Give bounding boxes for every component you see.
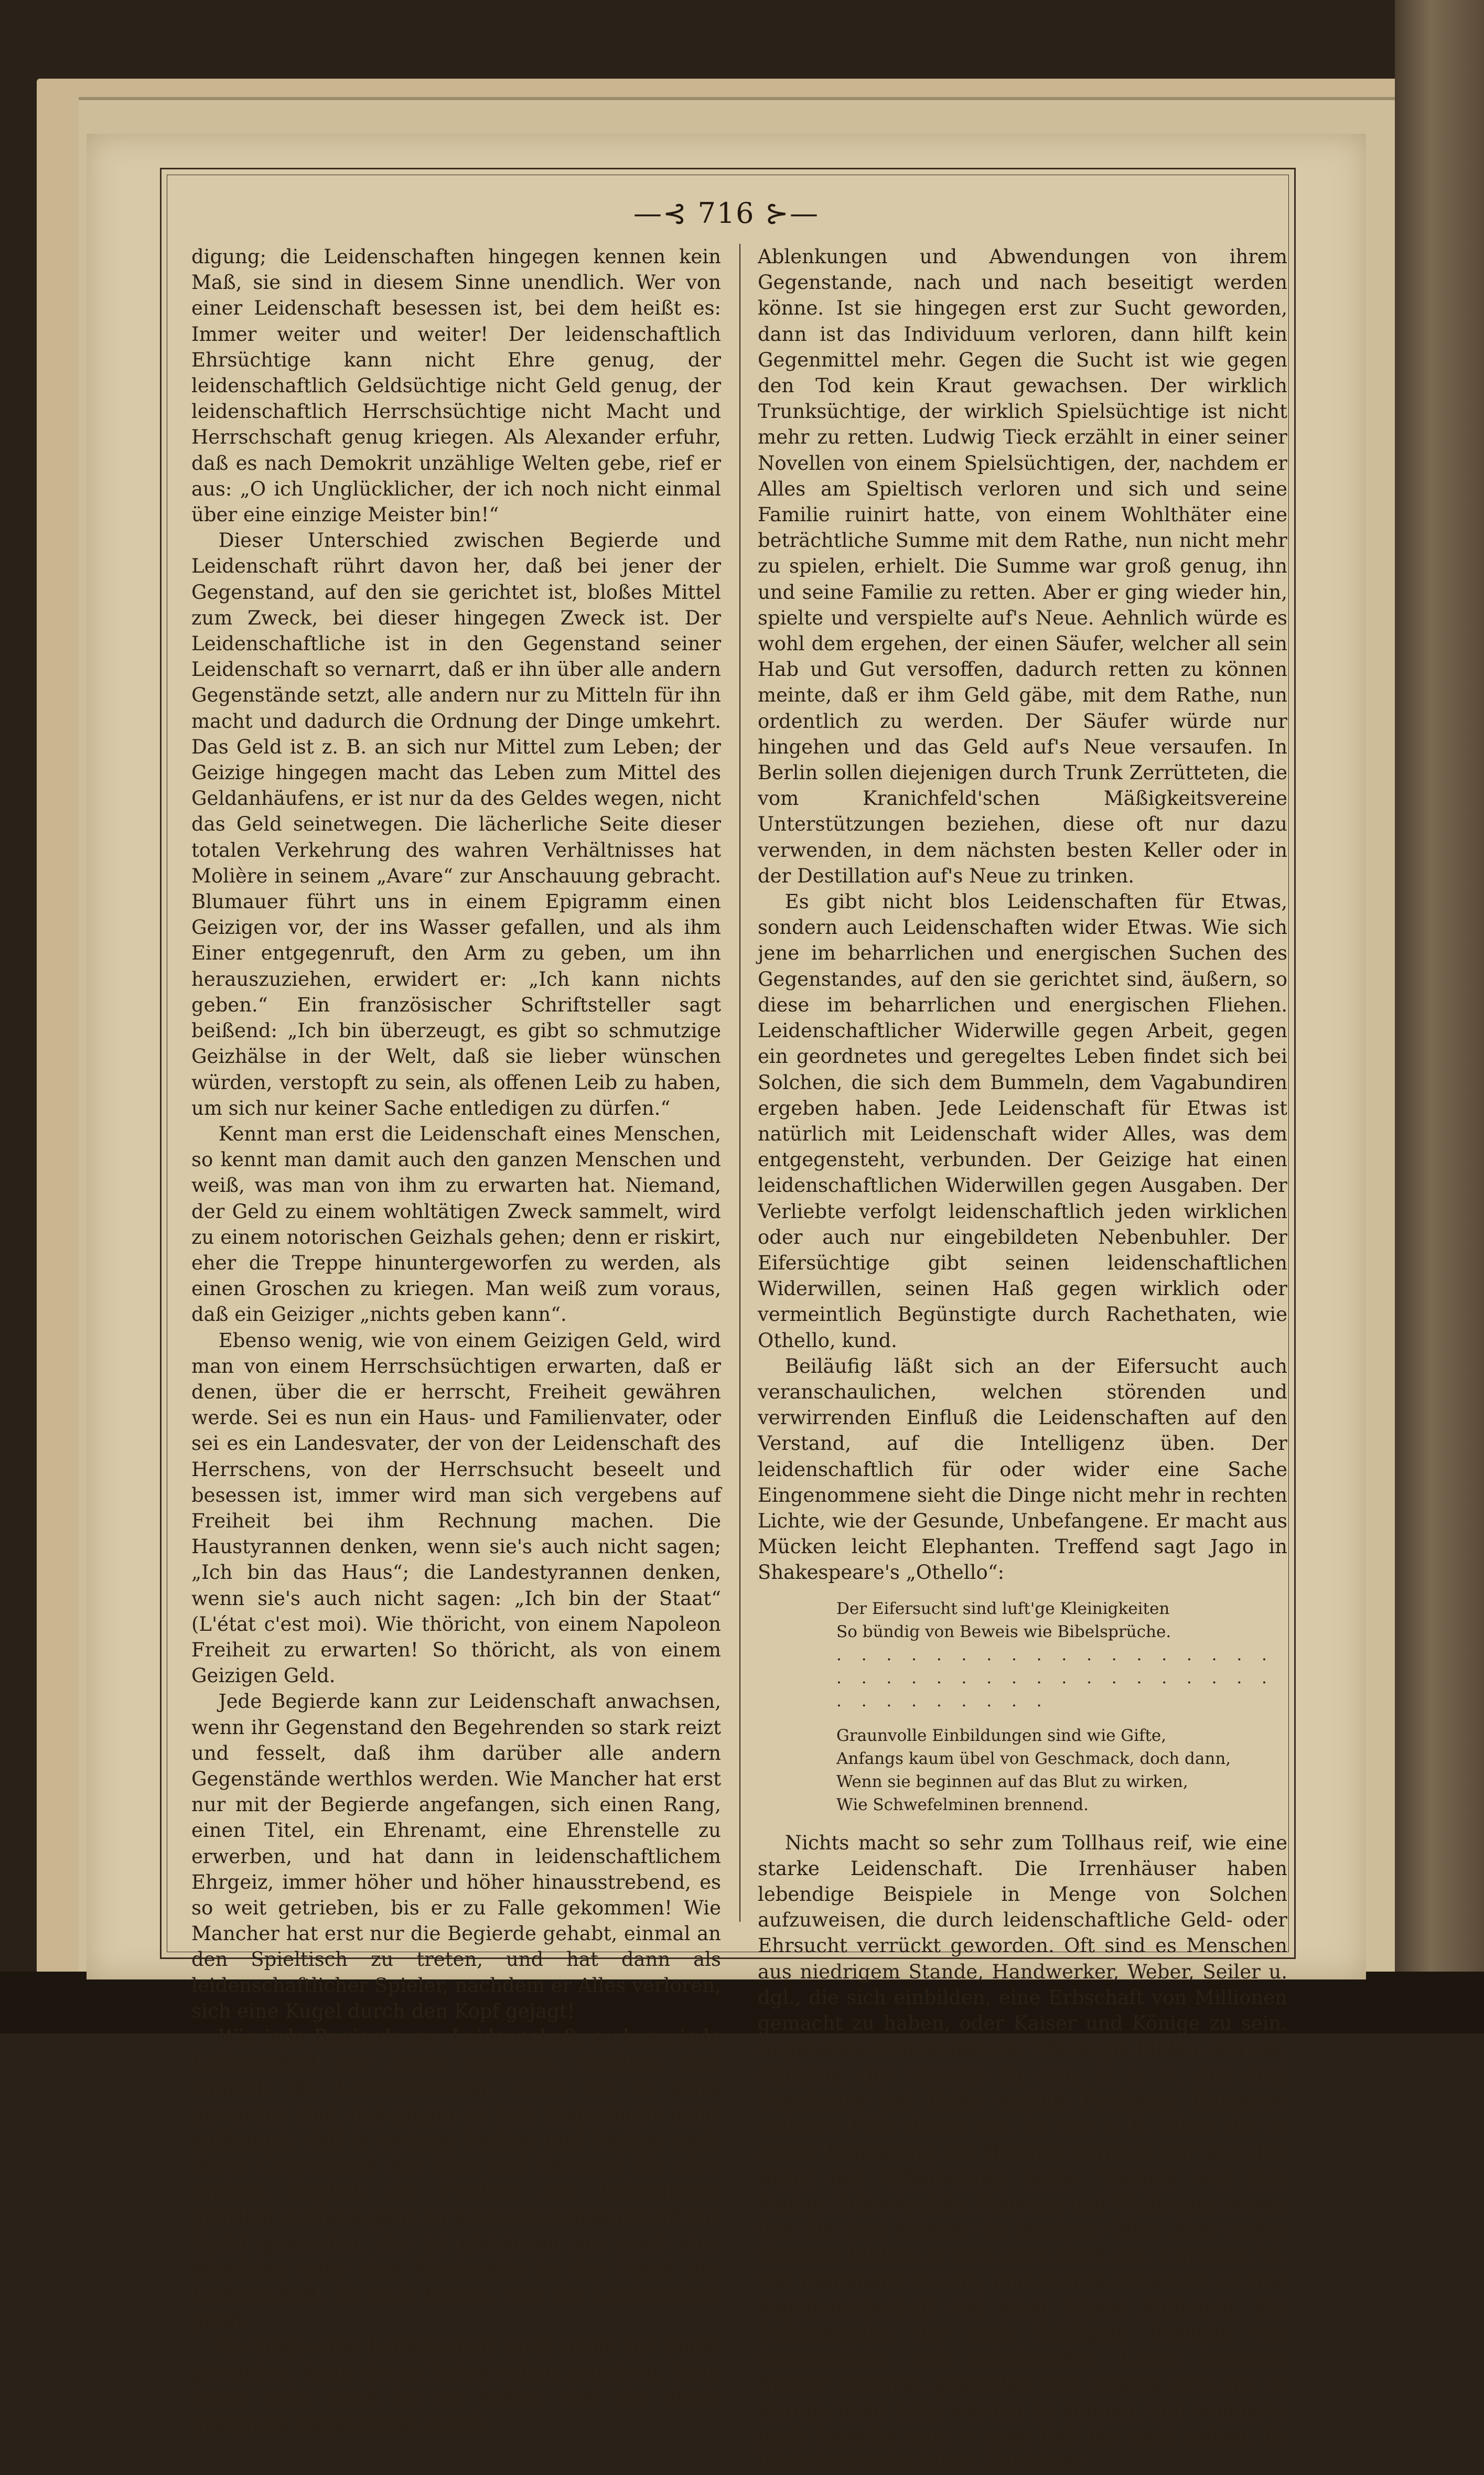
verse-line: Anfangs kaum übel von Geschmack, doch dann, xyxy=(836,1749,1231,1768)
paragraph: Nichts macht so sehr zum Tollhaus reif, wie eine starke Leidenschaft. Die Irrenhäuser haben lebendige Beispiele in Menge von Solchen aufzuweisen, die durch leidenschaftliche Geld- oder Ehrsucht verrückt geworden. Oft sind es Menschen aus niedrigem Stande, Handwerker, Weber, Seiler u. dgl., die sich einbilden, eine Erbschaft von Millionen gemacht zu haben, oder Kaiser und Könige zu sein. Angehende Candidaten der Theologie bilden sich ein, Christus, der Messias zu sein, u. s. w. Aus dem Irrenhause bei Halle erzählt Professor Damerow mehrere Fälle dieser Art. Da war z. B. Einer, der in seiner Einbildung der Heiland Christus war und den Beruf der Offenbarung hatte. Tholuck war ihm Paulus; Schwetschke, Schwarz und Wislicenus waren ihm die drei Männer im feurigen Ofen. Aber außer Christus bildete er sich auch noch ein, Christian VI. von Dänemark zu sein, und ebenso erwartete er eine Familienerbschaft von einer Masse Millionen. Ein Seilermeister, der nach fleißigem Besuche von Conventikeln und anhaltendem Lesen frommer Bücher verrückt geworden war, bildete sich ein, in Europa nicht selig werden zu können, und wanderte nach Amerika aus; — man ließ ihn auch gehen. Er blieb dort sechs Jahre. Zurückge- xyxy=(758,1831,1287,2473)
paragraph: Jede Begierde kann zur Leidenschaft anwachsen, wenn ihr Gegenstand den Begehrenden so stark reizt und fesselt, daß ihm darüber alle andern Gegenstände werthlos werden. Wie Mancher hat erst nur mit der Begierde angefangen, sich einen Rang, einen Titel, ein Ehrenamt, eine Ehrenstelle zu erwerben, und hat dann in leidenschaftlichem Ehrgeiz, immer höher und höher hinausstrebend, es so weit getrieben, bis er zu Falle gekommen! Wie Mancher hat erst nur die Begierde gehabt, einmal an den Spieltisch zu treten, und hat dann als leidenschaftlicher Spieler, nachdem er Alles verloren, sich eine Kugel durch den Kopf gejagt! xyxy=(191,1690,721,2022)
paragraph: Dieser Unterschied zwischen Begierde und Leidenschaft rührt davon her, daß bei jener der Gegenstand, auf den sie gerichtet ist, bloßes Mittel zum Zweck, bei dieser hingegen Zweck ist. Der Leidenschaftliche ist in den Gegenstand seiner Leidenschaft so vernarrt, daß er ihn über alle andern Gegenstände setzt, alle andern nur zu Mitteln für ihn macht und dadurch die Ordnung der Dinge umkehrt. Das Geld ist z. B. an sich nur Mittel zum Leben; der Geizige hingegen macht das Leben zum Mittel des Geldanhäufens, er ist nur da des Geldes wegen, nicht das Geld seinetwegen. Die lächerliche Seite dieser totalen Verkehrung des wahren Verhältnisses hat Molière in seinem „Avare“ zur Anschauung gebracht. Blumauer führt uns in einem Epigramm einen Geizigen vor, der ins Wasser gefallen, und als ihm Einer entgegenruft, den Arm zu geben, um ihn herauszuziehen, erwidert er: „Ich kann nichts geben.“ Ein französischer Schriftsteller sagt beißend: „Ich bin überzeugt, es gibt so schmutzige Geizhälse in der Welt, daß sie lieber wünschen würden, verstopft zu sein, als offenen Leib zu haben, um sich nur keiner Sache entledigen zu dürfen.“ xyxy=(191,529,721,1120)
book-edge-right xyxy=(1395,0,1484,2033)
paragraph: Kennt man erst die Leidenschaft eines Menschen, so kennt man damit auch den ganzen Menschen und weiß, was man von ihm zu erwarten hat. Niemand, der Geld zu einem wohltätigen Zweck sammelt, wird zu einem notorischen Geizhals gehen; denn er riskirt, eher die Treppe hinuntergeworfen zu werden, als einen Groschen zu kriegen. Man weiß zum voraus, daß ein Geiziger „nichts geben kann“. xyxy=(191,1122,721,1326)
paragraph: Beiläufig läßt sich an der Eifersucht auch veranschaulichen, welchen störenden und verwirrenden Einfluß die Leidenschaften auf den Verstand, auf die Intelligenz üben. Der leidenschaftlich für oder wider eine Sache Eingenommene sieht die Dinge nicht mehr in rechten Lichte, wie der Gesunde, Unbefangene. Er macht aus Mücken leicht Elephanten. Treffend sagt Jago in Shakespeare's „Othello“: xyxy=(758,1354,1287,1584)
paragraph: Ablenkungen und Abwendungen von ihrem Gegenstande, nach und nach beseitigt werden könne. Ist sie hingegen erst zur Sucht geworden, dann ist das Individuum verloren, dann hilft kein Gegenmittel mehr. Gegen die Sucht ist wie gegen den Tod kein Kraut gewachsen. Der wirklich Trunksüchtige, der wirklich Spielsüchtige ist nicht mehr zu retten. Ludwig Tieck erzählt in einer seiner Novellen von einem Spielsüchtigen, der, nachdem er Alles am Spieltisch verloren und sich und seine Familie ruinirt hatte, von einem Wohlthäter eine beträchtliche Summe mit dem Rathe, nun nicht mehr zu spielen, erhielt. Die Summe war groß genug, ihn und seine Familie zu retten. Aber er ging wieder hin, spielte und verspielte auf's Neue. Aehnlich würde es wohl dem ergehen, der einen Säufer, welcher all sein Hab und Gut versoffen, dadurch retten zu können meinte, daß er ihm Geld gäbe, mit dem Rathe, nun ordentlich zu werden. Der Säufer würde nur hingehen und das Geld auf's Neue versaufen. In Berlin sollen diejenigen durch Trunk Zerrütteten, die vom Kranichfeld'schen Mäßigkeitsvereine Unterstützungen beziehen, diese oft nur dazu verwenden, in dem nächsten besten Keller oder in der Destillation auf's Neue zu trinken. xyxy=(758,245,1287,887)
verse-line: So bündig von Beweis wie Bibelsprüche. xyxy=(836,1622,1171,1641)
verse-line: Wenn sie beginnen auf das Blut zu wirken, xyxy=(836,1772,1188,1791)
book-page xyxy=(87,134,1366,2473)
paragraph: Wie jede Begierde zur Leidenschaft, so kann jede Leidenschaft zur Sucht ausarten. Suchten sind nämlich die Leidenschaften, wenn sie so stark geworden sind, daß gegen sie kein Gegenmotiv mehr aufkommt, daß in ewigem Suchen und Suchen nach ihrem Gegenstand der Sinn und Verstand für alles Andere, folglich die Freiheit des Individuums gänzlich verloren geht. In wem eine Leidenschaft zur Sucht geworden, der ist gleichsam nur noch eine Maschine oder eine Marionette in der Hand der Leidenschaft. Er muß tanzen, wie die Leidenschaft pfeift. xyxy=(191,2026,721,2332)
verse-line: Wie Schwefelminen brennend. xyxy=(836,1795,1089,1814)
verse-line: Der Eifersucht sind luft'ge Kleinigkeiten xyxy=(836,1599,1170,1618)
paragraph: Es gibt nicht blos Leidenschaften für Etwas, sondern auch Leidenschaften wider Etwas. Wie sich jene im beharrlichen und energischen Suchen des Gegenstandes, auf den sie gerichtet sind, äußern, so diese im beharrlichen und energischen Fliehen. Leidenschaftlicher Widerwille gegen Arbeit, gegen ein geordnetes und geregeltes Leben findet sich bei Solchen, die sich dem Bummeln, dem Vagabundiren ergeben haben. Jede Leidenschaft für Etwas ist natürlich mit Leidenschaft wider Alles, was dem entgegensteht, verbunden. Der Geizige hat einen leidenschaftlichen Widerwillen gegen Ausgaben. Der Verliebte verfolgt leidenschaftlich jeden wirklichen oder auch nur eingebildeten Nebenbuhler. Der Eifersüchtige gibt seinen leidenschaftlichen Widerwillen, seinen Haß gegen wirklich oder vermeintlich Begünstigte durch Rachethaten, wie Othello, kund. xyxy=(758,890,1287,1352)
right-column xyxy=(758,244,1287,2475)
page-number: —⊰ 716 ⊱— xyxy=(633,197,819,230)
left-column xyxy=(191,244,721,2437)
verse-quote xyxy=(758,1597,1287,1816)
verse-line: Graunvolle Einbildungen sind wie Gifte, xyxy=(836,1726,1167,1745)
verse-ellipsis: . . . . . . . . . . . . . . . . . . . . . . . . . . . . . . . . . . . . . . . . . . . . . xyxy=(836,1645,1274,1710)
paragraph: So lange eine Leidenschaft noch nicht zur Sucht geworden, kann sie zu Zeiten ruhen, pausiren, kann latent sein; auch ist zu hoffen, daß sie durch geeignete Gegenmittel, durch xyxy=(191,2335,721,2436)
paragraph: Ebenso wenig, wie von einem Geizigen Geld, wird man von einem Herrschsüchtigen erwarten, daß er denen, über die er herrscht, Freiheit gewähren werde. Sei es nun ein Haus- und Familienvater, oder sei es ein Landesvater, der von der Leidenschaft des Herrschens, von der Herrschsucht beseelt und besessen ist, immer wird man sich vergebens auf Freiheit bei ihm Rechnung machen. Die Haustyrannen denken, wenn sie's auch nicht sagen; „Ich bin das Haus“; die Landestyrannen denken, wenn sie's auch nicht sagen: „Ich bin der Staat“ (L'état c'est moi). Wie thöricht, von einem Napoleon Freiheit zu erwarten! So thöricht, als von einem Geizigen Geld. xyxy=(191,1329,721,1687)
column-divider xyxy=(739,244,740,1922)
paragraph: digung; die Leidenschaften hingegen kennen kein Maß, sie sind in diesem Sinne unendlich. Wer von einer Leidenschaft besessen ist, bei dem heißt es: Immer weiter und weiter! Der leidenschaftlich Ehrsüchtige kann nicht Ehre genug, der leidenschaftlich Geldsüchtige nicht Geld genug, der leidenschaftlich Herrschsüchtige nicht Macht und Herrschschaft genug kriegen. Als Alexander erfuhr, daß es nach Demokrit unzählige Welten gebe, rief er aus: „O ich Unglücklicher, der ich noch nicht einmal über eine einzige Meister bin!“ xyxy=(191,245,721,526)
